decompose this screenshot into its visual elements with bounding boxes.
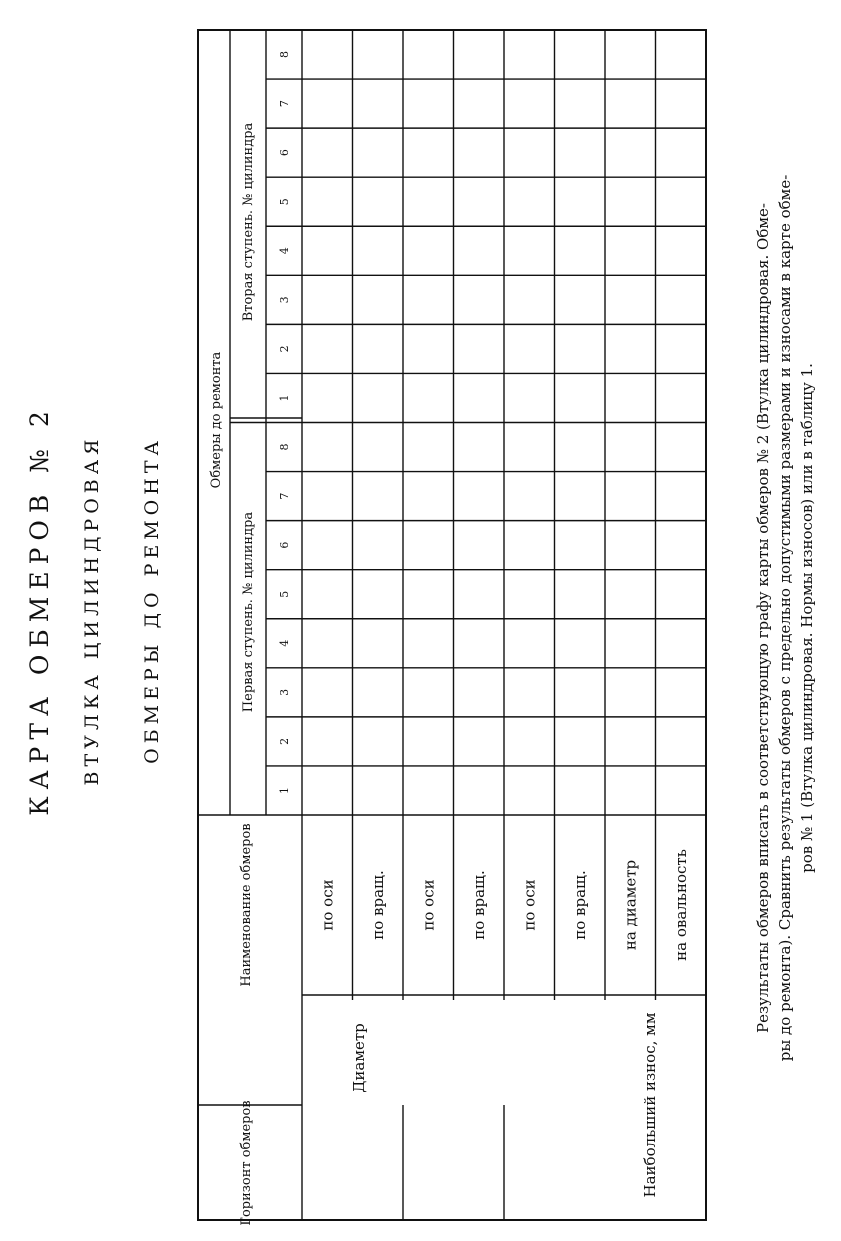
footnote [754, 175, 816, 1062]
cylinder-number: 3 [278, 688, 291, 696]
cylinder-number: 4 [278, 247, 291, 255]
measurement-row-label: по оси [520, 879, 539, 931]
group-largest-wear-label: Наибольший износ, мм [641, 1012, 659, 1198]
second-stage-header: Вторая ступень. № цилиндра [241, 122, 256, 322]
measurement-row-label: на диаметр [621, 859, 640, 951]
cylinder-number: 4 [278, 639, 291, 647]
cylinder-number: 8 [278, 443, 291, 451]
measurement-row-label: по вращ. [368, 870, 387, 940]
cylinder-number: 5 [278, 590, 291, 598]
name-header: Наименование обмеров [239, 823, 254, 987]
footnote-line-3: ров № 1 (Втулка цилиндровая. Нормы износов) или в таблицу 1. [798, 363, 816, 873]
measurement-row-label: по оси [318, 879, 337, 931]
first-stage-header: Первая ступень. № цилиндра [241, 511, 256, 713]
cylinder-number: 2 [278, 737, 291, 745]
measurement-table [198, 30, 706, 1226]
cylinder-number: 1 [278, 394, 291, 402]
measurement-row-label: по вращ. [570, 870, 589, 940]
cylinder-number: 6 [278, 149, 291, 157]
measurement-row-label: по вращ. [469, 870, 488, 940]
measurements-header: Обмеры до ремонта [209, 351, 224, 489]
footnote-line-1: Результаты обмеров вписать в соответствующую графу карты обмеров № 2 (Втулка цилиндровая. Обме- [754, 203, 772, 1033]
cylinder-number: 1 [278, 786, 291, 794]
measurement-row-label: на овальность [671, 849, 690, 961]
card-subtitle: ВТУЛКА ЦИЛИНДРОВАЯ [81, 434, 103, 786]
section-title: ОБМЕРЫ ДО РЕМОНТА [141, 436, 163, 764]
cylinder-number: 3 [278, 296, 291, 304]
horizon-header: Горизонт обмеров [239, 1100, 254, 1226]
cylinder-number: 7 [278, 100, 291, 108]
card-title: КАРТА ОБМЕРОВ № 2 [25, 404, 54, 816]
cylinder-number: 5 [278, 198, 291, 206]
footnote-line-2: ры до ремонта). Сравнить результаты обмеров с предельно допустимыми размерами и износами в карте обме- [776, 174, 794, 1062]
cylinder-number: 2 [278, 345, 291, 353]
cylinder-number: 6 [278, 541, 291, 549]
cylinder-number: 8 [278, 51, 291, 59]
cylinder-number: 7 [278, 492, 291, 500]
measurement-row-label: по оси [419, 879, 438, 931]
group-diameter-label: Диаметр [350, 1023, 368, 1093]
